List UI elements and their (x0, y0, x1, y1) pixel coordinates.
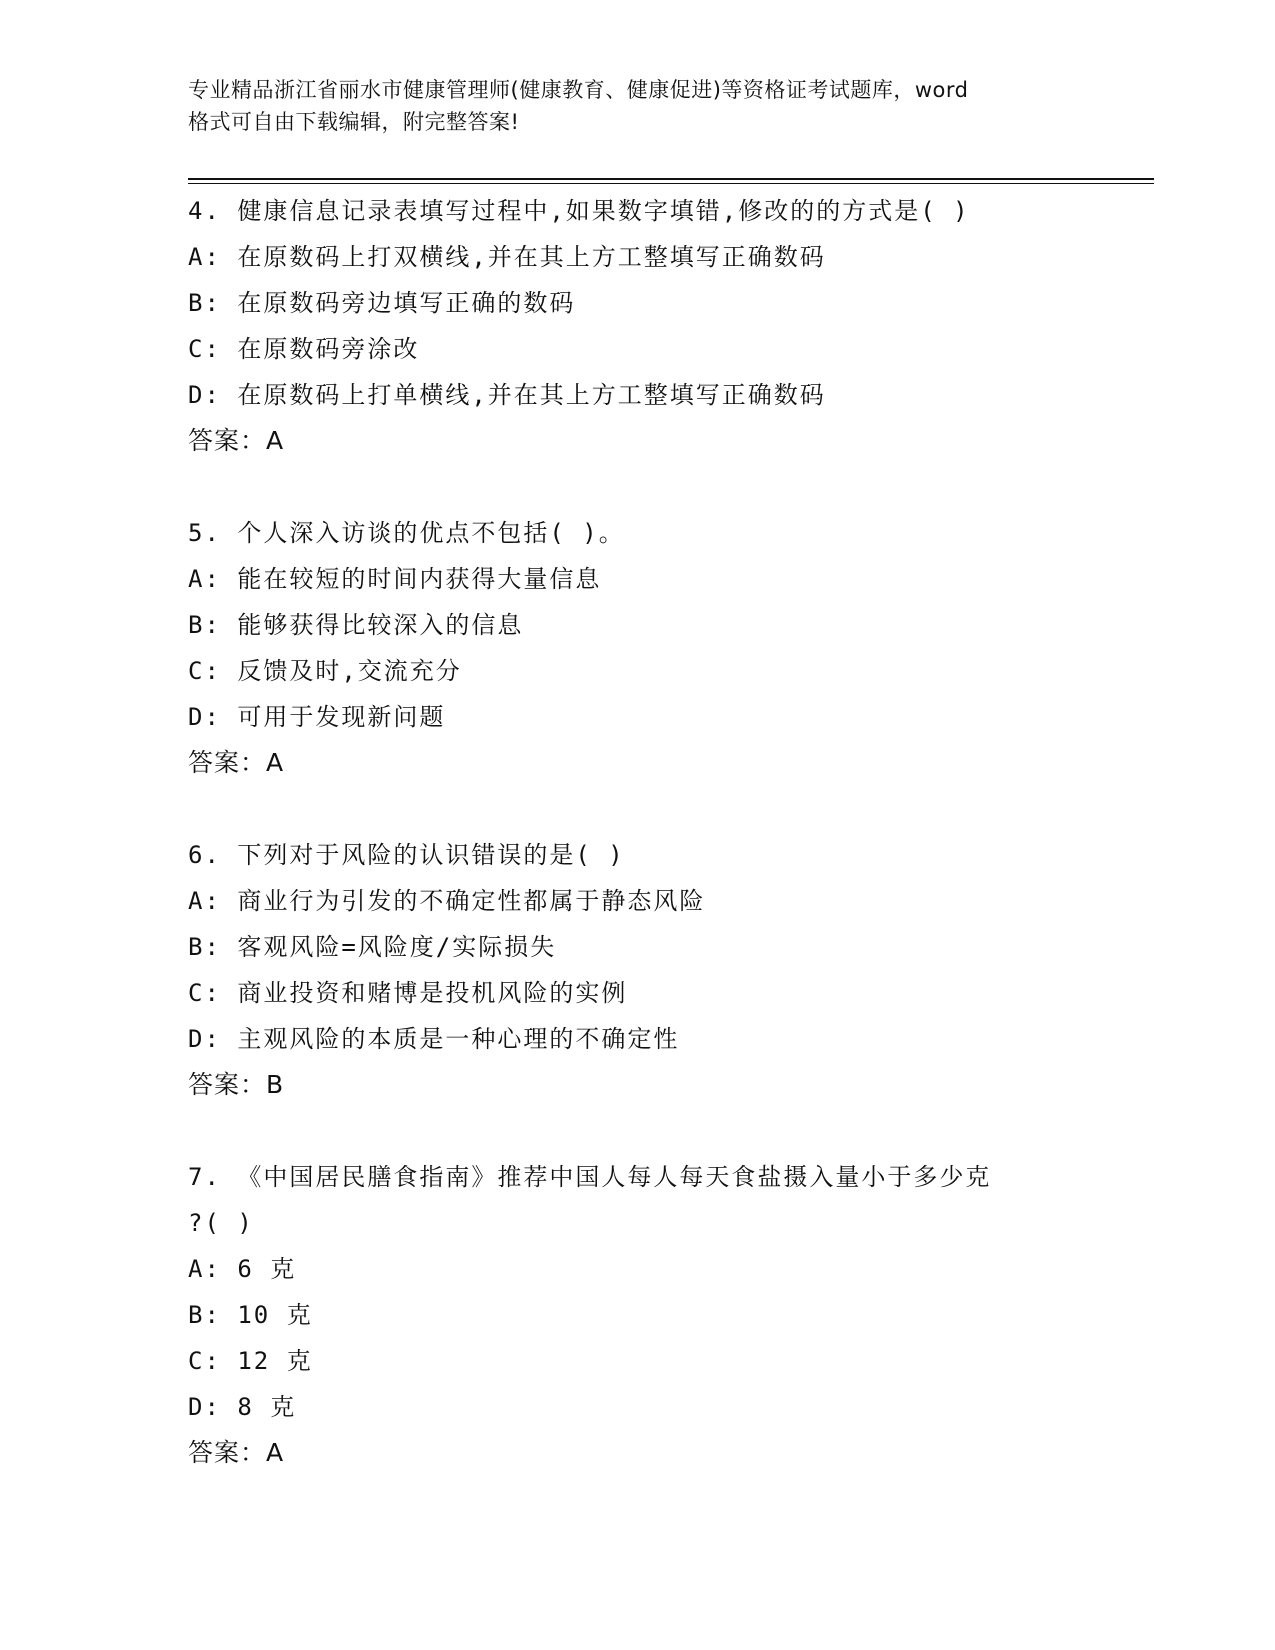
question-stem: 6. 下列对于风险的认识错误的是( ) (188, 841, 625, 869)
option-a: A: 在原数码上打双横线,并在其上方工整填写正确数码 (188, 243, 826, 271)
option-d: D: 可用于发现新问题 (188, 703, 446, 731)
option-b: B: 客观风险=风险度/实际损失 (188, 933, 557, 961)
question-stem-line-2: ?( ) (188, 1209, 254, 1237)
header-divider-thick (188, 178, 1154, 180)
option-d: D: 主观风险的本质是一种心理的不确定性 (188, 1025, 680, 1053)
question-stem: 5. 个人深入访谈的优点不包括( )。 (188, 519, 625, 547)
option-d: D: 8 克 (188, 1393, 297, 1421)
question-6 (188, 832, 1088, 1108)
answer-label: 答案：B (188, 1070, 285, 1099)
option-b: B: 在原数码旁边填写正确的数码 (188, 289, 576, 317)
option-c: C: 在原数码旁涂改 (188, 335, 420, 363)
option-b: B: 10 克 (188, 1301, 313, 1329)
document-header (188, 74, 1088, 138)
question-4 (188, 188, 1088, 464)
question-stem-line-1: 7. 《中国居民膳食指南》推荐中国人每人每天食盐摄入量小于多少克 (188, 1163, 992, 1191)
option-a: A: 6 克 (188, 1255, 297, 1283)
option-a: A: 商业行为引发的不确定性都属于静态风险 (188, 887, 706, 915)
question-5 (188, 510, 1088, 786)
option-c: C: 商业投资和赌博是投机风险的实例 (188, 979, 628, 1007)
option-b: B: 能够获得比较深入的信息 (188, 611, 524, 639)
option-c: C: 12 克 (188, 1347, 313, 1375)
question-list (188, 188, 1088, 1522)
option-d: D: 在原数码上打单横线,并在其上方工整填写正确数码 (188, 381, 826, 409)
header-line-1: 专业精品浙江省丽水市健康管理师(健康教育、健康促进)等资格证考试题库，word (188, 78, 969, 102)
question-7 (188, 1154, 1088, 1476)
answer-label: 答案：A (188, 426, 285, 455)
answer-label: 答案：A (188, 748, 285, 777)
header-line-2: 格式可自由下载编辑，附完整答案! (188, 110, 520, 134)
option-c: C: 反馈及时,交流充分 (188, 657, 462, 685)
answer-label: 答案：A (188, 1438, 285, 1467)
question-stem: 4. 健康信息记录表填写过程中,如果数字填错,修改的的方式是( ) (188, 197, 970, 225)
header-divider-thin (188, 183, 1154, 184)
option-a: A: 能在较短的时间内获得大量信息 (188, 565, 602, 593)
